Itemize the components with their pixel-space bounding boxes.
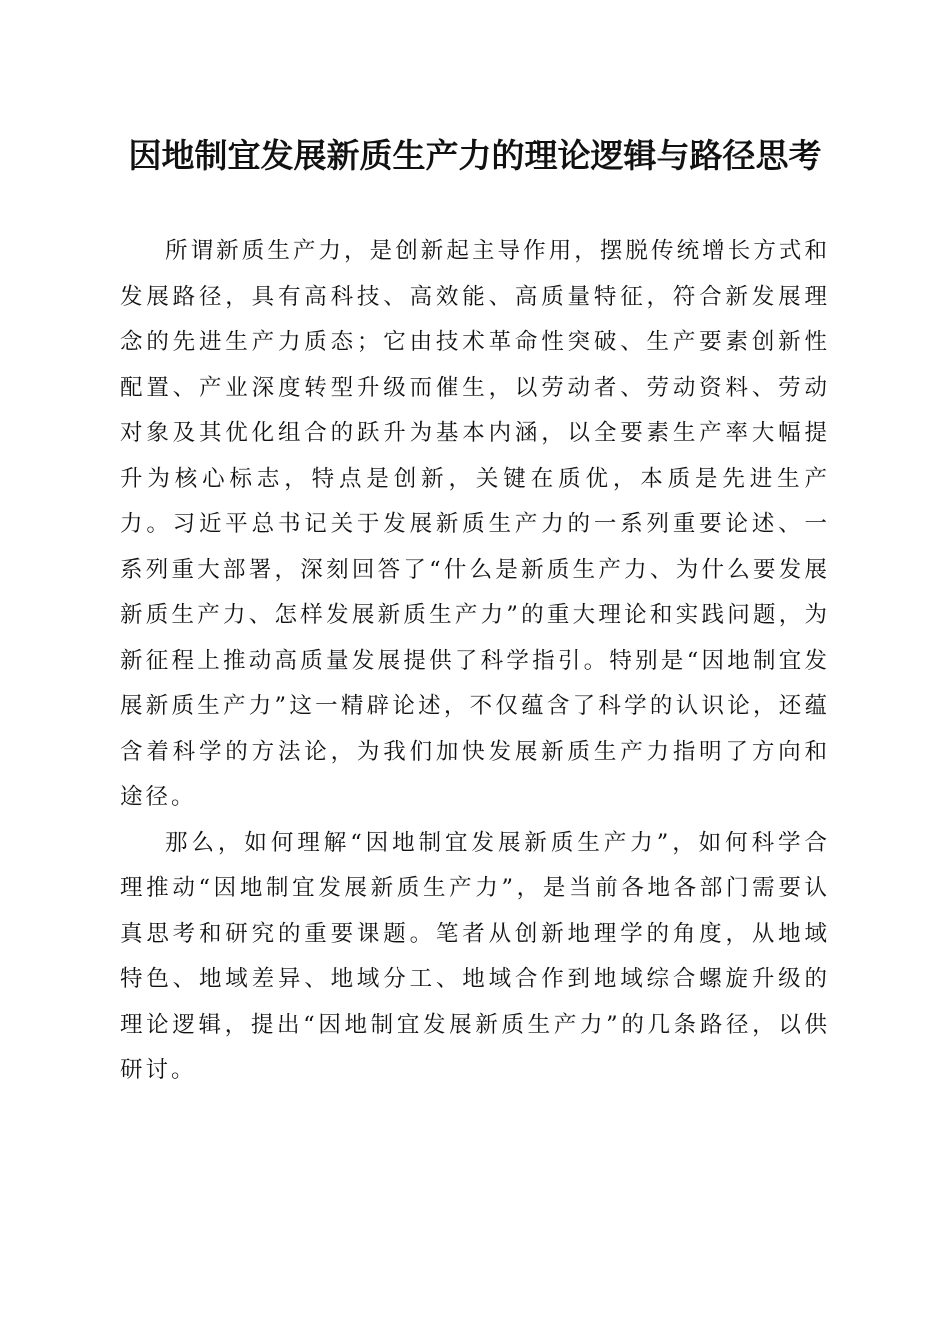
paragraph-2: 那么，如何理解“因地制宜发展新质生产力”，如何科学合理推动“因地制宜发展新质生产力”，是当前各地各部门需要认真思考和研究的重要课题。笔者从创新地理学的角度，从地域特色、地域差异、地域分工、地域合作到地域综合螺旋升级的理论逻辑，提出“因地制宜发展新质生产力”的几条路径，以供研讨。	[120, 829, 830, 1083]
paragraph-1: 所谓新质生产力，是创新起主导作用，摆脱传统增长方式和发展路径，具有高科技、高效能、高质量特征，符合新发展理念的先进生产力质态；它由技术革命性突破、生产要素创新性配置、产业深度转型升级而催生，以劳动者、劳动资料、劳动对象及其优化组合的跃升为基本内涵，以全要素生产率大幅提升为核心标志，特点是创新，关键在质优，本质是先进生产力。习近平总书记关于发展新质生产力的一系列重要论述、一系列重大部署，深刻回答了“什么是新质生产力、为什么要发展新质生产力、怎样发展新质生产力”的重大理论和实践问题，为新征程上推动高质量发展提供了科学指引。特别是“因地制宜发展新质生产力”这一精辟论述，不仅蕴含了科学的认识论，还蕴含着科学的方法论，为我们加快发展新质生产力指明了方向和途径。	[120, 238, 830, 810]
document-body	[120, 229, 830, 1094]
document-title: 因地制宜发展新质生产力的理论逻辑与路径思考	[128, 136, 822, 175]
